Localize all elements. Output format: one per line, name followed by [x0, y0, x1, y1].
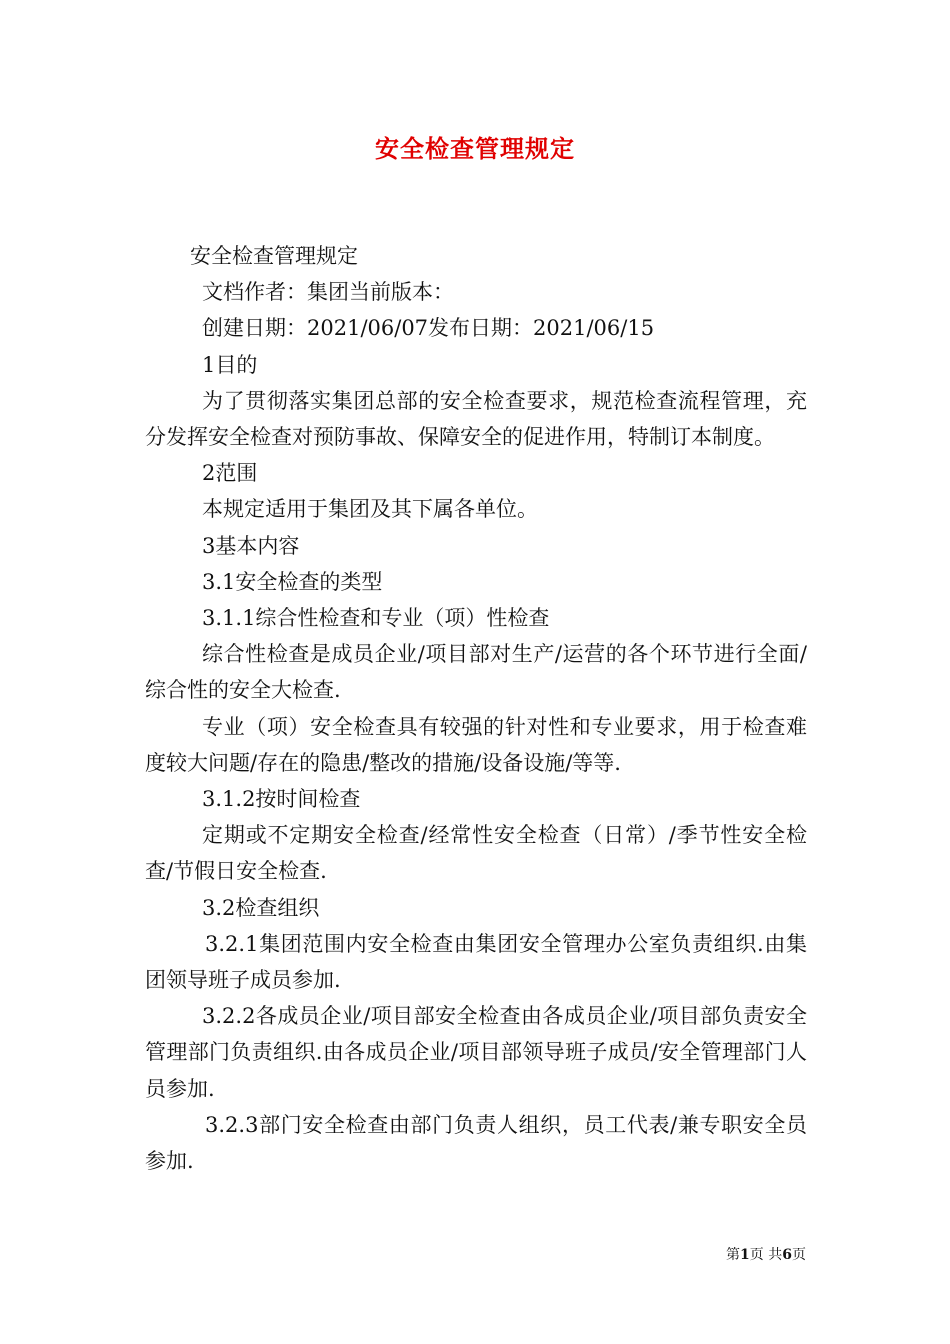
footer-suffix: 页	[792, 1247, 806, 1263]
paragraph: 综合性检查是成员企业/项目部对生产/运营的各个环节进行全面/综合性的安全大检查.	[145, 642, 807, 703]
paragraph: 1目的	[202, 352, 258, 377]
paragraph: 3.2.3部门安全检查由部门负责人组织，员工代表/兼专职安全员参加.	[145, 1112, 807, 1174]
paragraph: 为了贯彻落实集团总部的安全检查要求，规范检查流程管理，充分发挥安全检查对预防事故、保障安全的促进作用，特制订本制度。	[145, 388, 807, 450]
paragraph: 2范围	[202, 461, 258, 486]
paragraph: 3.2.2各成员企业/项目部安全检查由各成员企业/项目部负责安全管理部门负责组织.由各成员企业/项目部领导班子成员/安全管理部门人员参加.	[145, 1004, 807, 1101]
paragraph: 安全检查管理规定	[190, 244, 358, 268]
paragraph: 3基本内容	[202, 533, 300, 558]
paragraph: 3.1安全检查的类型	[202, 569, 383, 594]
footer-prefix: 第	[726, 1247, 741, 1263]
footer-total-pages: 6	[782, 1247, 792, 1263]
paragraph: 3.1.1综合性检查和专业（项）性检查	[202, 606, 550, 631]
page-title: 安全检查管理规定	[375, 134, 575, 163]
page-footer	[726, 1245, 806, 1265]
paragraph: 3.2检查组织	[202, 895, 320, 920]
document-body	[145, 238, 807, 1179]
paragraph: 3.1.2按时间检查	[202, 787, 361, 812]
paragraph: 本规定适用于集团及其下属各单位。	[202, 497, 538, 522]
paragraph: 创建日期：2021/06/07发布日期：2021/06/15	[202, 316, 655, 341]
footer-page-number: 1	[740, 1247, 750, 1263]
paragraph: 专业（项）安全检查具有较强的针对性和专业要求，用于检查难度较大问题/存在的隐患/整改的措施/设备设施/等等.	[145, 714, 807, 775]
footer-middle: 页 共	[749, 1247, 783, 1263]
paragraph: 3.2.1集团范围内安全检查由集团安全管理办公室负责组织.由集团领导班子成员参加.	[145, 931, 807, 993]
paragraph: 定期或不定期安全检查/经常性安全检查（日常）/季节性安全检查/节假日安全检查.	[145, 823, 807, 884]
paragraph: 文档作者：集团当前版本：	[202, 280, 454, 305]
